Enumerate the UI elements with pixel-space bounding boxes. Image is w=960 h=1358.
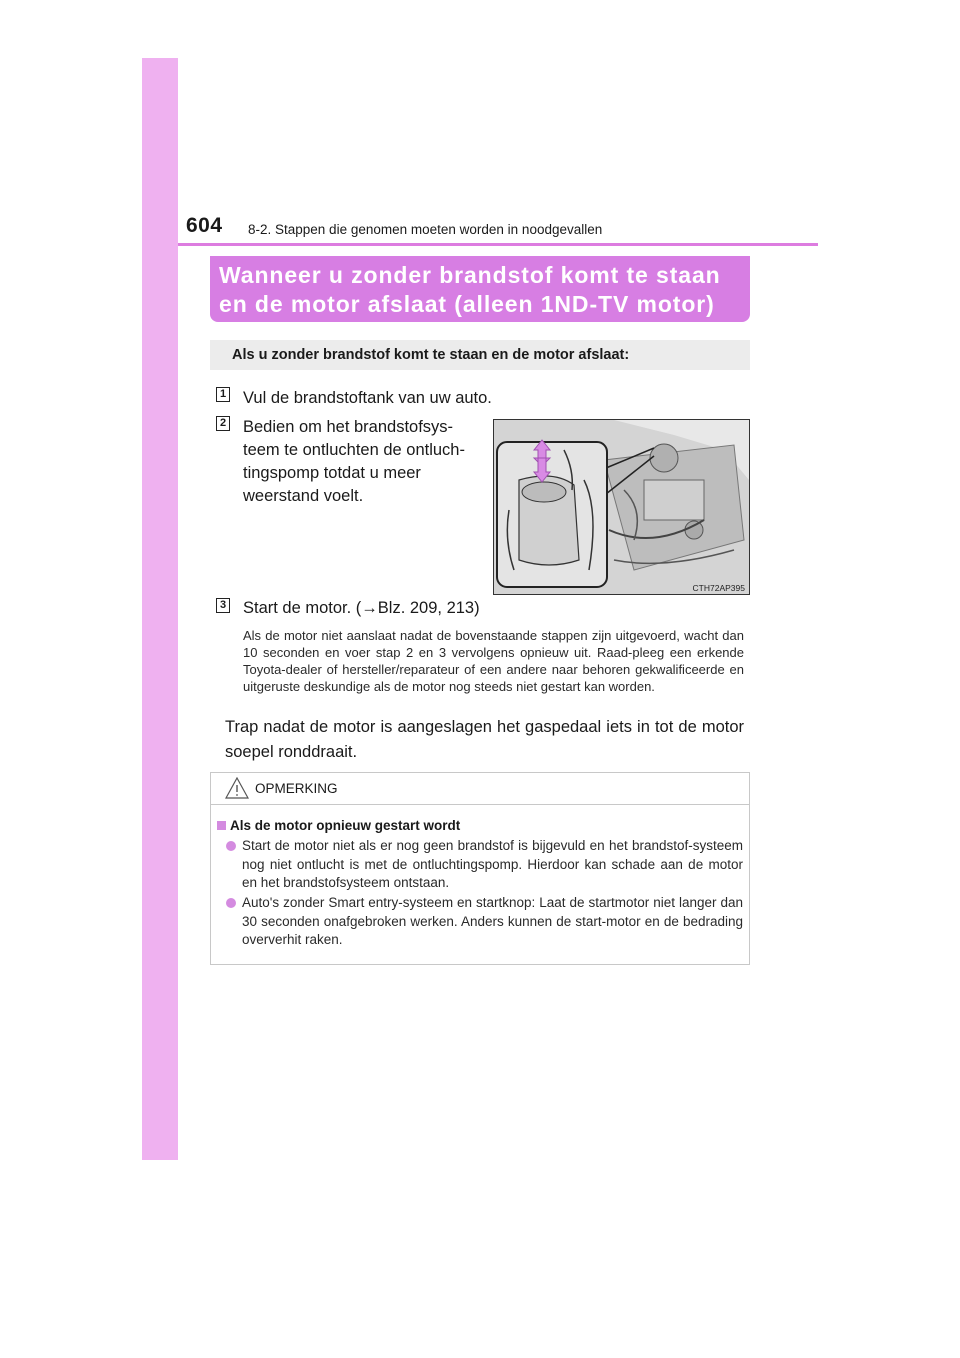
notice-header bbox=[211, 773, 749, 805]
note-text: Als de motor niet aanslaat nadat de bovenstaande stappen zijn uitgevoerd, wacht dan 10 seconden en voer stap 2 en 3 vervolgens opnieuw uit. Raad-pleeg een erkende Toyota-dealer of hersteller/reparateur of een andere naar behoren gekwalificeerde en uitgeruste deskundige als de motor nog steeds niet gestart kan worden. bbox=[243, 628, 744, 694]
notice-subheading-text: Als de motor opnieuw gestart wordt bbox=[230, 818, 461, 833]
section-title-line-1: Wanneer u zonder brandstof komt te staan bbox=[219, 262, 721, 288]
notice-item bbox=[228, 837, 743, 893]
step-number-2: 2 bbox=[216, 416, 230, 431]
notice-box bbox=[210, 772, 750, 965]
notice-item bbox=[228, 894, 743, 950]
warning-triangle-icon bbox=[225, 777, 249, 799]
section-title-box bbox=[210, 256, 750, 322]
side-band bbox=[142, 58, 178, 1160]
step-2-line: teem te ontluchten de ontluch- bbox=[243, 441, 465, 459]
square-bullet-icon bbox=[217, 821, 226, 830]
figure-code: CTH72AP395 bbox=[692, 583, 745, 593]
step-2-line: tingspomp totdat u meer bbox=[243, 464, 421, 482]
round-bullet-icon bbox=[226, 898, 236, 908]
step-number-1: 1 bbox=[216, 387, 230, 402]
notice-title: OPMERKING bbox=[255, 781, 338, 796]
step-2-line: weerstand voelt. bbox=[243, 487, 364, 505]
step-number-3: 3 bbox=[216, 598, 230, 613]
notice-item-text: Start de motor niet als er nog geen brandstof is bijgevuld en het brandstof-systeem nog niet ontlucht is met de ontluchtingspomp. Hierdoor kan schade aan de motor en het brandstofsysteem ontstaan. bbox=[242, 838, 743, 890]
step-1-text: Vul de brandstoftank van uw auto. bbox=[243, 389, 492, 407]
round-bullet-icon bbox=[226, 841, 236, 851]
step-2-line: Bedien om het brandstofsys- bbox=[243, 418, 454, 436]
page-number: 604 bbox=[186, 214, 223, 237]
engine-bay-drawing bbox=[494, 420, 749, 594]
section-reference: 8-2. Stappen die genomen moeten worden in noodgevallen bbox=[248, 222, 603, 237]
engine-priming-pump-illustration bbox=[493, 419, 750, 595]
section-title-line-2: en de motor afslaat (alleen 1ND-TV motor) bbox=[219, 291, 715, 317]
step-2-text bbox=[243, 416, 483, 508]
notice-subheading bbox=[217, 818, 460, 833]
notice-item-text: Auto's zonder Smart entry-systeem en startknop: Laat de startmotor niet langer dan 30 seconden onafgebroken werken. Anders kunnen de start-motor en de bedrading oververhit raken. bbox=[242, 895, 743, 947]
accelerator-instruction: Trap nadat de motor is aangeslagen het gaspedaal iets in tot de motor soepel ronddraait. bbox=[225, 718, 744, 761]
subheading: Als u zonder brandstof komt te staan en de motor afslaat: bbox=[232, 347, 630, 363]
step-3-text: Start de motor. (→Blz. 209, 213) bbox=[243, 599, 480, 617]
header-rule bbox=[178, 243, 818, 246]
subheading-box bbox=[210, 340, 750, 370]
